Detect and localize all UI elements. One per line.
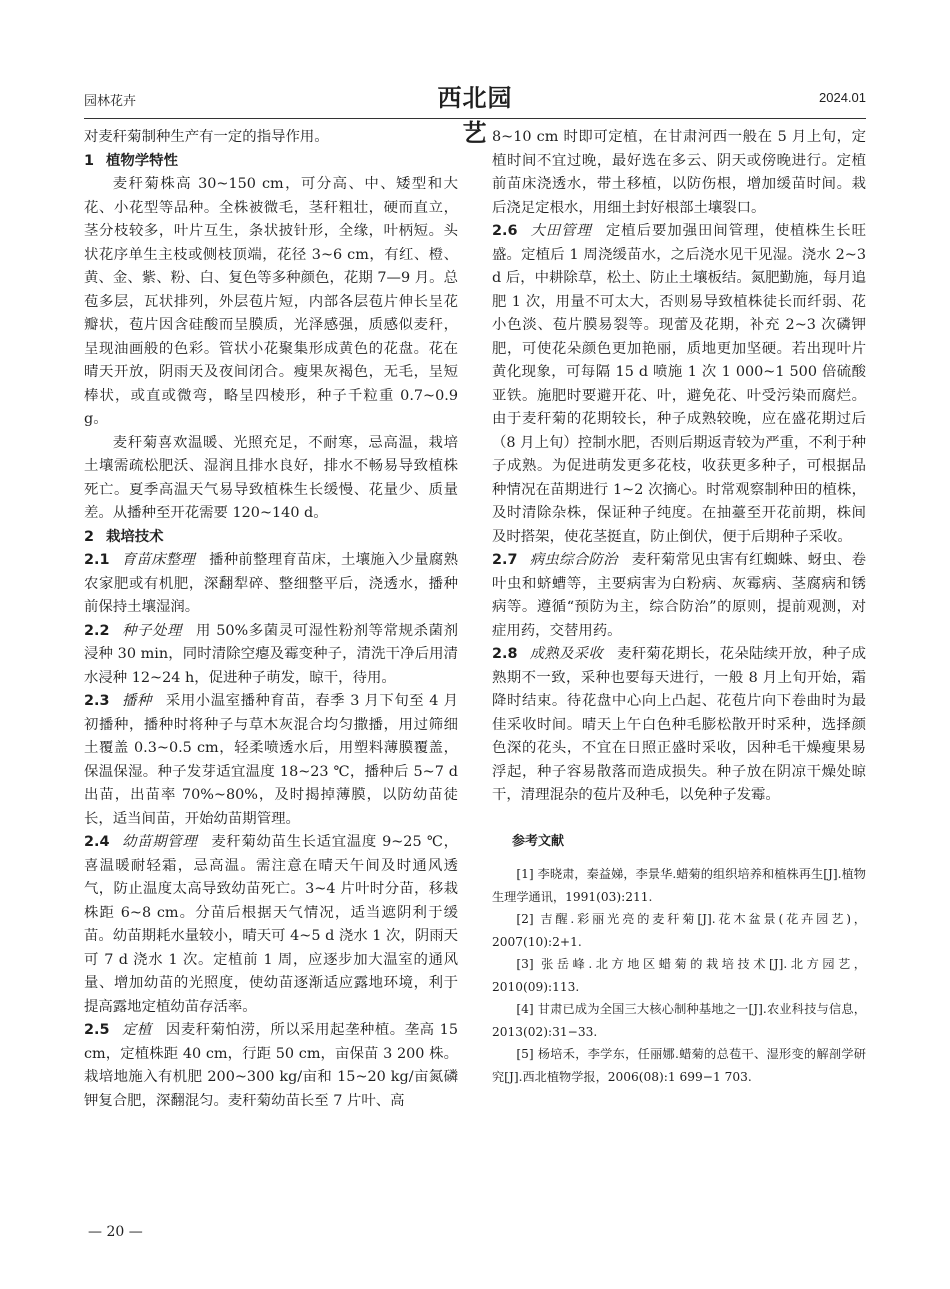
subsection-title: 病虫综合防治	[529, 552, 618, 568]
section-1-paragraph-1: 麦秆菊株高 30~150 cm，可分高、中、矮型和大花、小花型等品种。全株被微毛，茎秆粗壮，硬而直立，茎分枝较多，叶片互生，条状披针形，全缘，叶柄短。头状花序单生主枝或侧枝顶端，花径 3~6 cm，有红、橙、黄、金、紫、粉、白、复色等多种颜色，花期 7—9 月。总苞多层，瓦状排列，外层苞片短，内部各层苞片伸长呈花瓣状，苞片因含硅酸而呈膜质，光泽感强，质感似麦秆，呈现油画般的色彩。管状小花聚集形成黄色的花盘。花在晴天开放，阴雨天及夜间闭合。瘦果灰褐色，无毛，呈短棒状，或直或微弯，略呈四棱形，种子千粒重 0.7~0.9 g。	[84, 176, 458, 427]
subsection-number: 2.3	[84, 693, 110, 709]
subsection-2-5-continued: 8~10 cm 时即可定植，在甘肃河西一般在 5 月上旬，定植时间不宜过晚，最好选在多云、阴天或傍晚进行。定植前苗床浇透水，带土移植，以防伤根，增加缓苗时间。栽后浇足定根水，用细土封好根部土壤裂口。	[492, 129, 866, 216]
subsection-2-1	[84, 549, 458, 620]
subsection-title: 成熟及采收	[529, 646, 604, 662]
section-2-number: 2	[84, 528, 95, 545]
page-number: — 20 —	[88, 1224, 143, 1240]
subsection-number: 2.7	[492, 552, 518, 568]
subsection-number: 2.5	[84, 1022, 110, 1038]
subsection-2-6	[492, 220, 866, 549]
header-rule	[84, 118, 866, 119]
section-2-heading	[84, 526, 458, 550]
subsection-text: 麦秆菊花期长，花朵陆续开放，种子成熟期不一致，采种也要每天进行，一般 8 月上旬开始，霜降时结束。待花盘中心向上凸起、花苞片向下卷曲时为最佳采收时间。晴天上午白色种毛膨松散开时采种，选择颜色深的花头，不宜在日照正盛时采收，因种毛干燥瘦果易浮起，种子容易散落而造成损失。种子放在阴凉干燥处晾干，清理混杂的苞片及种毛，以免种子发霉。	[492, 646, 866, 803]
intro-tail: 对麦秆菊制种生产有一定的指导作用。	[84, 129, 329, 145]
subsection-number: 2.4	[84, 834, 110, 850]
subsection-title: 大田管理	[529, 223, 592, 239]
right-column	[492, 126, 866, 1088]
references-title: 参考文献	[512, 833, 565, 849]
reference-item: [4] 甘肃已成为全国三大核心制种基地之一[J].农业科技与信息，2013(02):31−33.	[492, 1002, 866, 1039]
section-1-number: 1	[84, 152, 95, 169]
subsection-text: 定植后要加强田间管理，使植株生长旺盛。定植后 1 周浇缓苗水，之后浇水见干见湿。浇水 2~3 d 后，中耕除草，松土、防止土壤板结。氮肥勤施，每月追肥 1 次，用量不可太大，否则易导致植株徒长而纤弱、花小色淡、苞片膜易裂等。现蕾及花期，补充 2~3 次磷钾肥，可使花朵颜色更加艳丽，质地更加坚硬。若出现叶片黄化现象，可每隔 15 d 喷施 1 次 1 000~1 500 倍硫酸亚铁。施肥时要避开花、叶，避免花、叶受污染而腐烂。由于麦秆菊的花期较长，种子成熟较晚，应在盛花期过后（8 月上旬）控制水肥，否则后期返青较为严重，不利于种子成熟。为促进萌发更多花枝，收获更多种子，可根据品种情况在苗期进行 1~2 次摘心。时常观察制种田的植株，及时清除杂株，保证种子纯度。在抽薹至开花前期，株间及时搭架，使花茎挺直，防止倒伏，便于后期种子采收。	[492, 223, 866, 545]
references-list	[492, 863, 866, 1088]
journal-logo: 西北园艺	[437, 83, 513, 147]
subsection-text: 采用小温室播种育苗，春季 3 月下旬至 4 月初播种，播种时将种子与草木灰混合均匀撒播，用过筛细土覆盖 0.3~0.5 cm，轻柔喷透水后，用塑料薄膜覆盖，保温保湿。种子发芽适宜温度 18~23 ℃，播种后 5~7 d 出苗，出苗率 70%~80%，及时揭掉薄膜，以防幼苗徒长，适当间苗，开始幼苗期管理。	[84, 693, 458, 827]
subsection-2-5	[84, 1019, 458, 1113]
reference-item: [3] 张岳峰.北方地区蜡菊的栽培技术[J].北方园艺，2010(09):113.	[492, 957, 866, 994]
subsection-title: 定植	[121, 1022, 152, 1038]
section-1-title: 植物学特性	[106, 152, 178, 169]
subsection-title: 育苗床整理	[121, 552, 196, 568]
subsection-number: 2.2	[84, 622, 110, 639]
subsection-text: 麦秆菊常见虫害有红蜘蛛、蚜虫、卷叶虫和蛴螬等，主要病害为白粉病、灰霉病、茎腐病和锈病等。遵循“预防为主，综合防治”的原则，提前观测，对症用药，交替用药。	[492, 552, 866, 639]
reference-item: [1] 李晓肃，秦益娣，李景华.蜡菊的组织培养和植株再生[J].植物生理学通讯，1991(03):211.	[492, 867, 866, 904]
section-1-paragraph-2: 麦秆菊喜欢温暖、光照充足，不耐寒，忌高温，栽培土壤需疏松肥沃、湿润且排水良好，排水不畅易导致植株死亡。夏季高温天气易导致植株生长缓慢、花量少、质量差。从播种至开花需要 120~140 d。	[84, 434, 458, 521]
subsection-2-4	[84, 831, 458, 1019]
subsection-number: 2.1	[84, 552, 110, 568]
reference-item: [5] 杨培禾，李学东，任丽娜.蜡菊的总苞干、湿形变的解剖学研究[J].西北植物学报，2006(08):1 699−1 703.	[492, 1047, 866, 1084]
left-column	[84, 126, 458, 1113]
subsection-text: 因麦秆菊怕涝，所以采用起垄种植。垄高 15 cm，定植株距 40 cm，行距 50 cm，亩保苗 3 200 株。栽培地施入有机肥 200~300 kg/亩和 15~20 kg/亩氮磷钾复合肥，深翻混匀。麦秆菊幼苗长至 7 片叶、高	[84, 1022, 458, 1109]
subsection-2-7	[492, 549, 866, 643]
reference-item: [2] 吉醒.彩丽光亮的麦秆菊[J].花木盆景(花卉园艺)，2007(10):2+1.	[492, 912, 866, 949]
subsection-number: 2.8	[492, 646, 518, 662]
subsection-text: 麦秆菊幼苗生长适宜温度 9~25 ℃，喜温暖耐轻霜，忌高温。需注意在晴天午间及时通风透气，防止温度太高导致幼苗死亡。3~4 片叶时分苗，移栽株距 6~8 cm。分苗后根据天气情况，适当遮阴利于缓苗。幼苗期耗水量较小，晴天可 4~5 d 浇水 1 次，阴雨天可 7 d 浇水 1 次。定植前 1 周，应逐步加大温室的通风量、增加幼苗的光照度，使幼苗逐渐适应露地环境，利于提高露地定植幼苗存活率。	[84, 834, 458, 1015]
subsection-number: 2.6	[492, 223, 518, 239]
header-issue: 2024.01	[819, 90, 866, 105]
header-section: 园林花卉	[84, 94, 137, 109]
subsection-title: 幼苗期管理	[121, 834, 198, 850]
subsection-text: 用 50%多菌灵可湿性粉剂等常规杀菌剂浸种 30 min，同时清除空瘪及霉变种子，清洗干净后用清水浸种 12~24 h，促进种子萌发，晾干，待用。	[84, 622, 458, 686]
subsection-2-2	[84, 620, 458, 691]
section-1-heading	[84, 150, 458, 174]
subsection-2-3	[84, 690, 458, 831]
subsection-title: 种子处理	[121, 622, 183, 639]
section-2-title: 栽培技术	[106, 528, 164, 545]
subsection-2-8	[492, 643, 866, 808]
subsection-text: 播种前整理育苗床，土壤施入少量腐熟农家肥或有机肥，深翻犁碎、整细整平后，浇透水，播种前保持土壤湿润。	[84, 552, 458, 615]
subsection-title: 播种	[121, 693, 152, 709]
